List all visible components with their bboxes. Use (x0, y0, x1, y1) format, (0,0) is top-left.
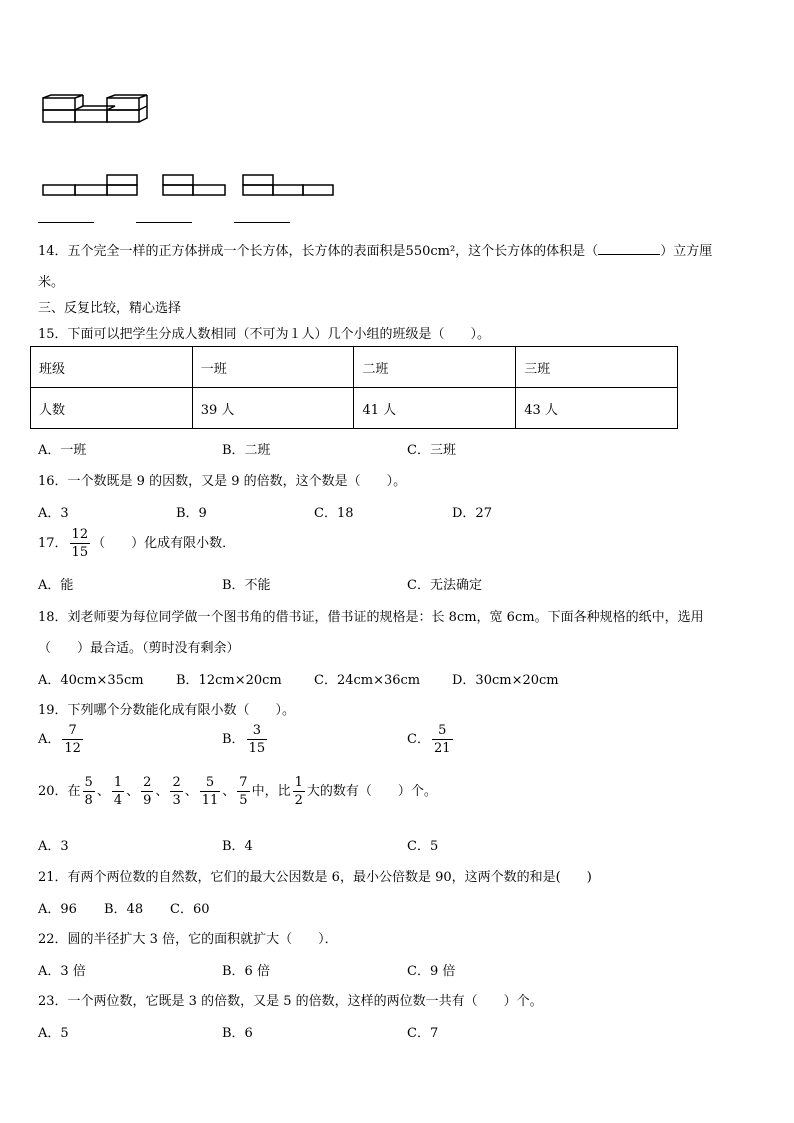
option-a[interactable] (38, 724, 85, 755)
view-answer-blank-2[interactable] (136, 222, 192, 223)
question-20-prefix: 20．在 (38, 784, 81, 799)
fraction (141, 776, 153, 807)
question-19: 19．下列哪个分数能化成有限小数（ ）。 (38, 703, 296, 718)
option-letter: A． (38, 732, 61, 747)
option-b[interactable]: B．9 (176, 506, 207, 521)
option-c[interactable]: C．7 (407, 1026, 439, 1041)
question-17 (38, 528, 235, 559)
separator: 、 (222, 784, 236, 799)
table-cell: 三班 (516, 347, 678, 388)
denominator: 3 (172, 793, 181, 808)
denominator: 8 (84, 793, 93, 808)
option-letter: C． (407, 732, 430, 747)
table-row (31, 388, 678, 429)
view-top (240, 173, 336, 197)
fraction (200, 776, 221, 807)
option-b[interactable]: B．12cm×20cm (176, 673, 282, 688)
option-d[interactable]: D．27 (452, 506, 492, 521)
option-c[interactable] (407, 724, 455, 755)
option-a[interactable]: A．3 (38, 506, 69, 521)
option-c[interactable]: C．18 (314, 506, 354, 521)
question-20-suffix: 大的数有（ ）个。 (306, 784, 437, 799)
option-a[interactable]: A．5 (38, 1026, 69, 1041)
section-heading: 三、反复比较，精心选择 (38, 301, 182, 316)
question-18: 18．刘老师要为每位同学做一个图书角的借书证，借书证的规格是：长 8cm，宽 6cm。下面各种规格的纸中，选用 (38, 610, 704, 625)
option-b[interactable]: B．48 (104, 902, 144, 917)
option-a[interactable]: A．能 (38, 578, 74, 593)
table-cell: 43 人 (516, 388, 678, 429)
view-front-drawing (40, 173, 140, 197)
option-letter: B． (222, 732, 245, 747)
option-a[interactable]: A．3 (38, 839, 69, 854)
question-22: 22．圆的半径扩大 3 倍，它的面积就扩大（ ）． (38, 932, 338, 947)
numerator: 7 (239, 775, 248, 790)
option-b[interactable]: B．6 倍 (222, 964, 270, 979)
option-d[interactable]: D．30cm×20cm (452, 673, 559, 688)
question-20 (38, 776, 437, 807)
numerator: 1 (113, 775, 123, 790)
denominator: 15 (248, 741, 266, 756)
option-a[interactable]: A．96 (38, 902, 77, 917)
numerator: 7 (68, 723, 77, 738)
separator: 、 (155, 784, 169, 799)
option-b[interactable]: B．不能 (222, 578, 271, 593)
numerator: 5 (84, 775, 93, 790)
question-20-mid: 中，比 (251, 784, 291, 799)
separator: 、 (126, 784, 140, 799)
view-side (160, 173, 230, 197)
option-c[interactable]: C．9 倍 (407, 964, 456, 979)
fraction (83, 776, 95, 807)
option-a[interactable]: A．40cm×35cm (38, 673, 144, 688)
question-14-text: 14．五个完全一样的正方体拼成一个长方体，长方体的表面积是550cm²，这个长方体的体积是（ (38, 244, 599, 259)
table-cell: 39 人 (192, 388, 354, 429)
separator: 、 (184, 784, 198, 799)
numerator: 3 (252, 723, 261, 738)
table-cell: 二班 (354, 347, 516, 388)
option-a[interactable]: A．一班 (38, 443, 87, 458)
numerator: 2 (172, 775, 181, 790)
separator: 、 (96, 784, 110, 799)
view-side-drawing (160, 173, 230, 197)
option-c[interactable]: C．60 (170, 902, 210, 917)
option-b[interactable] (222, 724, 269, 755)
table-cell: 班级 (31, 347, 193, 388)
table-cell: 人数 (31, 388, 193, 429)
fraction (170, 776, 182, 807)
fraction (247, 724, 268, 755)
view-top-drawing (240, 173, 336, 197)
question-16: 16．一个数既是 9 的因数，又是 9 的倍数，这个数是（ ）。 (38, 474, 407, 489)
option-b[interactable]: B．6 (222, 1026, 253, 1041)
question-17-prefix: 17． (38, 536, 68, 551)
denominator: 2 (294, 793, 303, 808)
question-23: 23．一个两位数，它既是 3 的倍数，又是 5 的倍数，这样的两位数一共有（ ）个。 (38, 994, 543, 1009)
question-18-continued: （ ）最合适。（剪时没有剩余） (38, 641, 240, 656)
numerator: 12 (71, 527, 89, 542)
fraction (62, 724, 83, 755)
table-header-row (31, 347, 678, 388)
answer-blank[interactable] (598, 242, 660, 255)
question-17-suffix: （ ）化成有限小数． (92, 536, 236, 551)
question-21: 21．有两个两位数的自然数，它们的最大公因数是 6，最小公倍数是 90，这两个数的和是( ) (38, 870, 592, 885)
denominator: 15 (71, 545, 89, 560)
class-size-table (30, 346, 678, 429)
fraction (237, 776, 249, 807)
cube-solid-drawing (40, 94, 158, 126)
option-c[interactable]: C．5 (407, 839, 439, 854)
cube-solid-figure (40, 94, 158, 126)
fraction (293, 776, 305, 807)
denominator: 21 (433, 741, 451, 756)
view-answer-blank-1[interactable] (38, 222, 94, 223)
option-b[interactable]: B．二班 (222, 443, 271, 458)
table-cell: 41 人 (354, 388, 516, 429)
question-14-after: ）立方厘 (660, 244, 713, 259)
denominator: 5 (239, 793, 248, 808)
denominator: 11 (201, 793, 219, 808)
table-cell: 一班 (192, 347, 354, 388)
numerator: 5 (438, 723, 447, 738)
fraction (432, 724, 453, 755)
numerator: 5 (205, 775, 215, 790)
question-15: 15．下面可以把学生分成人数相同（不可为１人）几个小组的班级是（ ）。 (38, 327, 491, 342)
view-answer-blank-3[interactable] (234, 222, 290, 223)
option-c[interactable]: C．24cm×36cm (314, 673, 421, 688)
option-b[interactable]: B．4 (222, 839, 253, 854)
question-14-continued: 米。 (38, 275, 65, 290)
numerator: 1 (294, 775, 303, 790)
option-c[interactable]: C．无法确定 (407, 578, 482, 593)
fraction (112, 776, 124, 807)
numerator: 2 (143, 775, 152, 790)
fraction (70, 528, 91, 559)
denominator: 4 (113, 793, 123, 808)
denominator: 9 (143, 793, 152, 808)
view-front (40, 173, 140, 197)
question-14 (38, 240, 712, 259)
option-a[interactable]: A．3 倍 (38, 964, 86, 979)
denominator: 12 (64, 741, 81, 756)
option-c[interactable]: C．三班 (407, 443, 456, 458)
